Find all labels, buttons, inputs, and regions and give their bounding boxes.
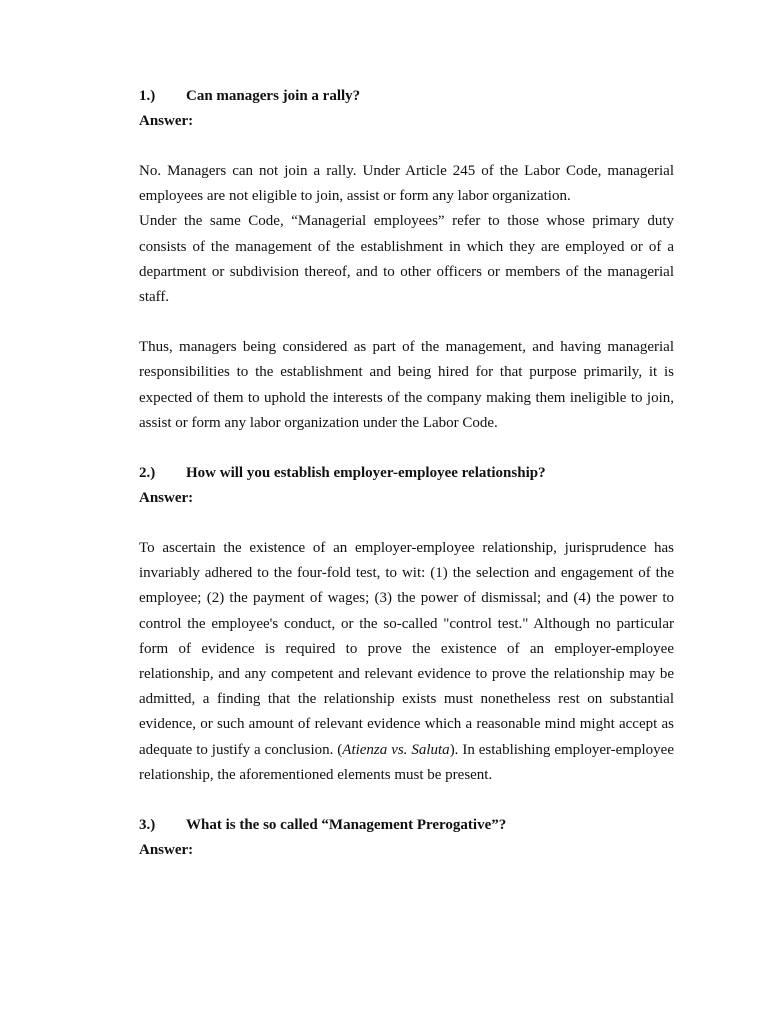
question-1-answer-paragraph-2: Under the same Code, “Managerial employees” refer to those whose primary duty consists of the management of the establishment in which they are employed or of a department or subdivision thereof, and to other officers or members of the managerial staff.	[139, 213, 674, 306]
question-2-answer-text-after: ). In establishing employer-employee relationship, the aforementioned elements must be present.	[139, 741, 674, 783]
question-1-number: 1.)	[139, 88, 156, 104]
question-1-answer-label: Answer:	[139, 113, 194, 129]
question-2-answer-label: Answer:	[139, 490, 194, 507]
question-2-heading	[139, 461, 674, 486]
question-1-heading	[139, 84, 674, 109]
question-3-text: What is the so called “Management Prerogative”?	[186, 817, 507, 834]
question-1-text: Can managers join a rally?	[186, 88, 361, 104]
question-1-answer-paragraph-1: No. Managers can not join a rally. Under Article 245 of the Labor Code, managerial employees are not eligible to join, assist or form any labor organization.	[139, 163, 674, 205]
question-2-answer-paragraph	[139, 536, 674, 788]
question-2-text: How will you establish employer-employee relationship?	[186, 465, 546, 482]
case-citation: Atienza vs. Saluta	[342, 741, 450, 758]
question-3-heading	[139, 813, 674, 838]
question-1-answer-paragraph-3: Thus, managers being considered as part of the management, and having managerial responsibilities to the establishment and being hired for that purpose primarily, it is expected of them to uphold the interests of the company making them ineligible to join, assist or form any labor organization under the Labor Code.	[139, 339, 674, 431]
question-3-answer-label: Answer:	[139, 842, 194, 859]
question-3-number: 3.)	[139, 817, 156, 834]
document-page	[139, 84, 674, 863]
question-2-answer-text-before: To ascertain the existence of an employer-employee relationship, jurisprudence has invariably adhered to the four-fold test, to wit: (1) the selection and engagement of the employee; (2) the payment of wages; (3) the power of dismissal; and (4) the power to control the employee's conduct, or the so-called "control test." Although no particular form of evidence is required to prove the existence of an employer-employee relationship, and any competent and relevant evidence to prove the relationship may be admitted, a finding that the relationship exists must nonetheless rest on substantial evidence, or such amount of relevant evidence which a reasonable mind might accept as adequate to justify a conclusion. (	[139, 540, 674, 758]
question-2-number: 2.)	[139, 465, 156, 482]
